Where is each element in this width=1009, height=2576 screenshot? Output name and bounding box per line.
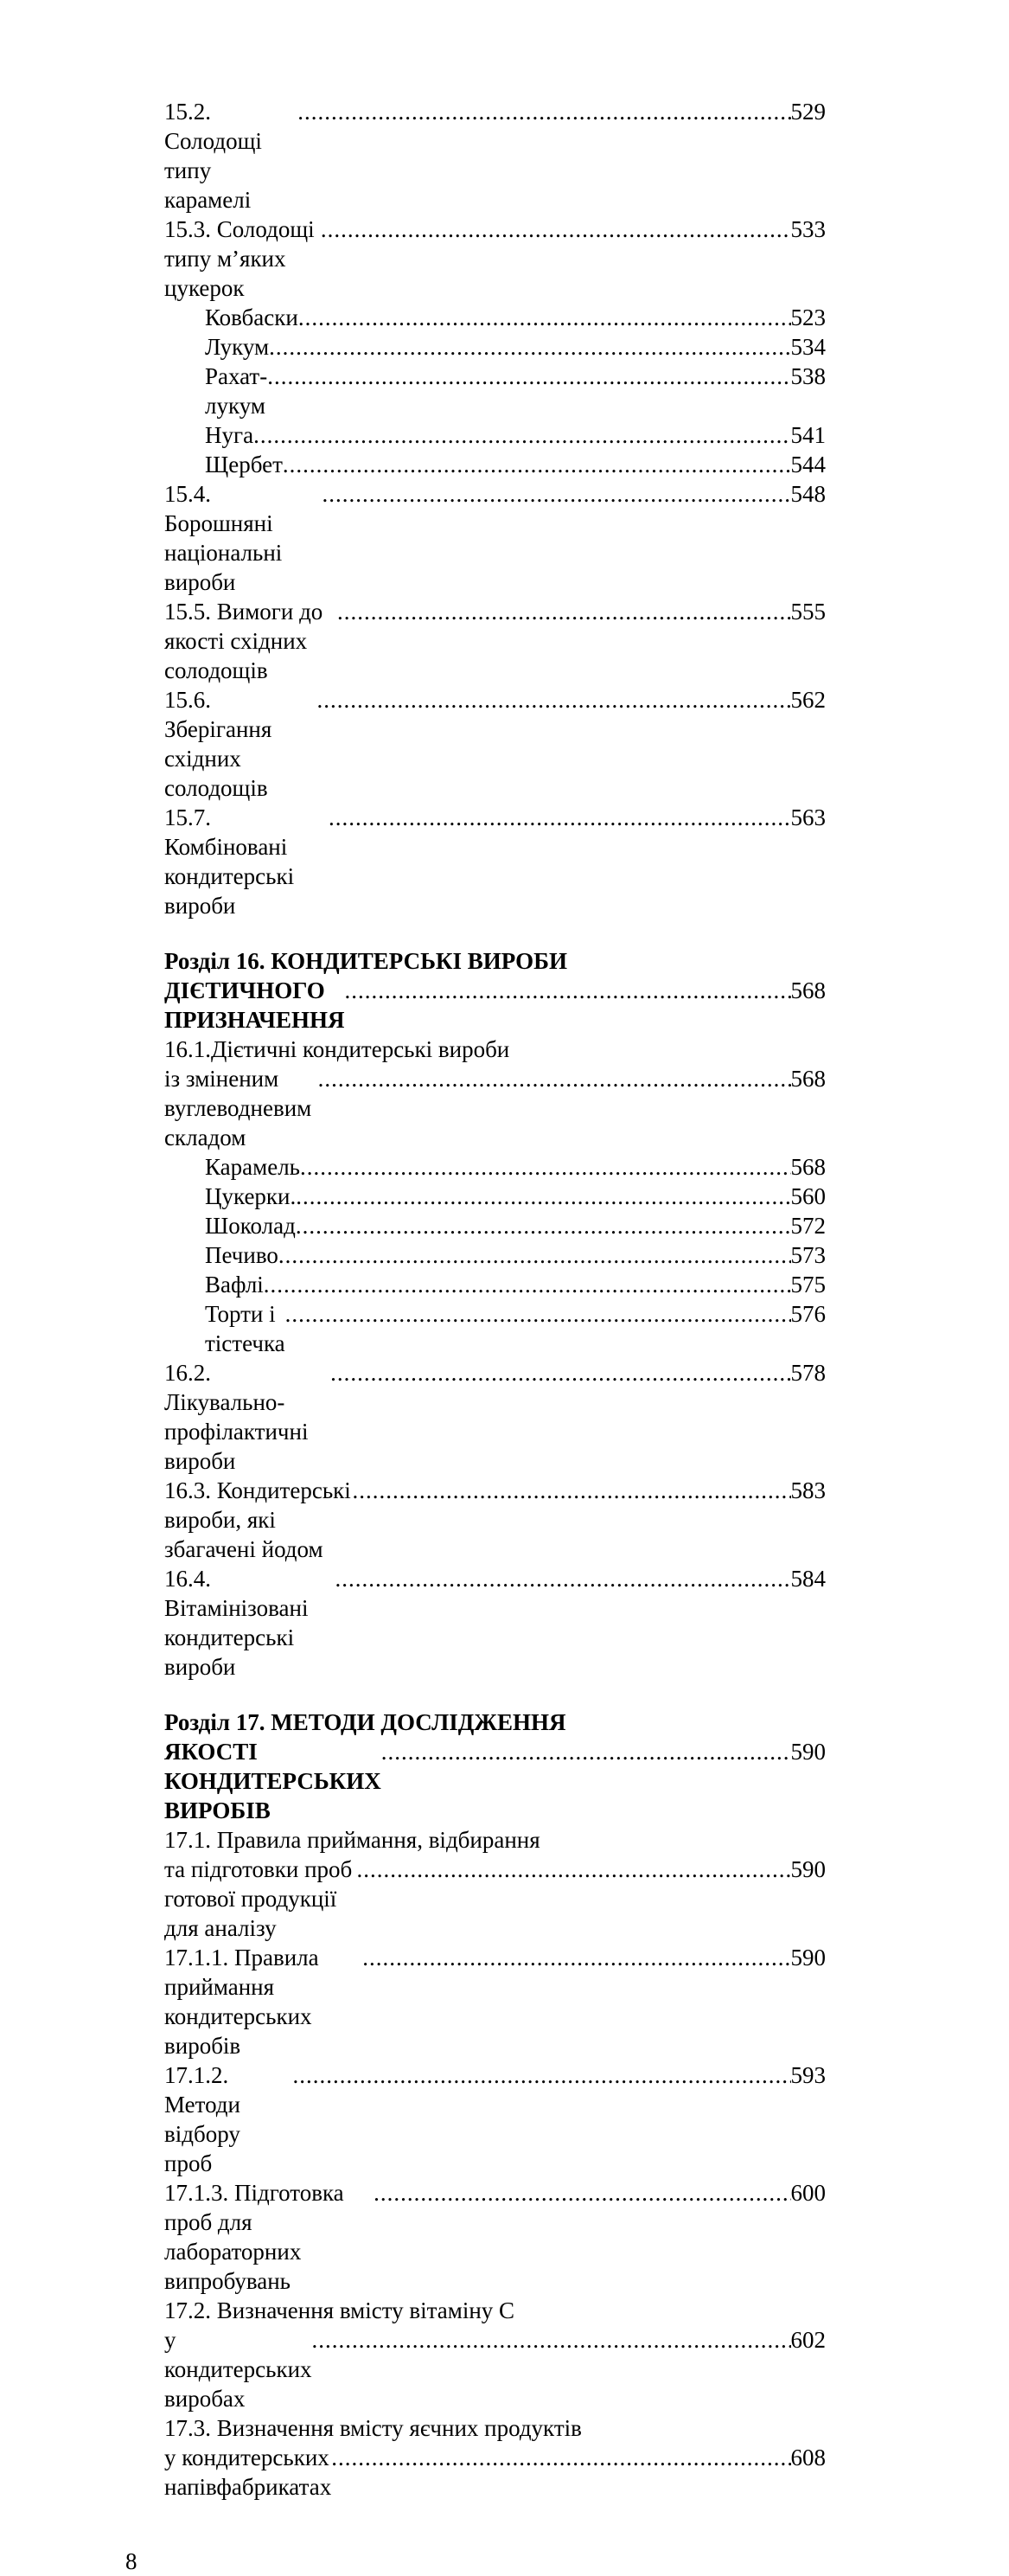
toc-entry-line: [205, 1211, 826, 1240]
toc-entry: [164, 450, 826, 479]
table-of-contents: [164, 97, 826, 2502]
toc-entry-title: ДІЄТИЧНОГО ПРИЗНАЧЕННЯ: [164, 977, 345, 1033]
toc-entry-page-number: 575: [790, 1272, 826, 1298]
toc-entry-title: Шоколад: [205, 1213, 296, 1239]
toc-entry-line: [164, 1064, 826, 1152]
leader-dots: [300, 1152, 791, 1182]
leader-dots: [337, 597, 791, 626]
toc-entry-line: [164, 1564, 826, 1682]
leader-dots: [318, 1064, 791, 1093]
toc-entry-line: [164, 1943, 826, 2060]
toc-entry-title: 16.2. Лікувально-профілактичні вироби: [164, 1360, 315, 1474]
toc-entry-page-number: 578: [790, 1360, 826, 1386]
toc-entry-page-number: 544: [790, 452, 826, 477]
toc-entry-page-number: 568: [790, 977, 826, 1003]
leader-dots: [296, 1182, 790, 1211]
toc-entry-page-number: 560: [790, 1183, 826, 1209]
toc-entry-title: Розділ 16. КОНДИТЕРСЬКІ ВИРОБИ: [164, 948, 567, 974]
toc-entry-line: [164, 2296, 826, 2325]
toc-entry-page-number: 593: [790, 2062, 826, 2088]
leader-dots: [381, 1737, 791, 1766]
toc-entry: [164, 479, 826, 597]
leader-dots: [362, 1943, 790, 1972]
leader-dots: [329, 803, 791, 832]
toc-entry-line: [205, 450, 826, 479]
toc-entry-title: ЯКОСТІ КОНДИТЕРСЬКИХ ВИРОБІВ: [164, 1739, 387, 1823]
toc-entry: [164, 1943, 826, 2060]
toc-entry: [164, 362, 826, 420]
toc-entry-page-number: 590: [790, 1856, 826, 1882]
toc-entry-line: [205, 1299, 826, 1358]
toc-entry-line: [164, 803, 826, 920]
leader-dots: [292, 2060, 790, 2090]
toc-entry-title: Печиво: [205, 1242, 278, 1268]
leader-dots: [283, 450, 791, 479]
toc-entry-page-number: 548: [790, 481, 826, 507]
toc-entry-page-number: 523: [790, 304, 826, 330]
toc-entry-page-number: 576: [790, 1301, 826, 1327]
toc-entry: [164, 1152, 826, 1182]
toc-entry-title: Карамель: [205, 1154, 300, 1180]
leader-dots: [330, 1358, 790, 1387]
toc-entry-title: 16.3. Кондитерські вироби, які збагачені йодом: [164, 1477, 357, 1562]
toc-entry: [164, 1270, 826, 1299]
toc-entry-title: Вафлі: [205, 1272, 264, 1298]
toc-entry-line: [164, 1476, 826, 1564]
toc-entry-page-number: 533: [790, 216, 826, 242]
toc-entry: [164, 1299, 826, 1358]
toc-entry: [164, 2178, 826, 2296]
leader-dots: [264, 1270, 791, 1299]
toc-entry-page-number: 600: [790, 2180, 826, 2206]
toc-entry-title: 15.4. Борошняні національні вироби: [164, 481, 294, 595]
toc-entry-line: [205, 362, 826, 420]
toc-entry-title: 17.2. Визначення вмісту вітаміну С: [164, 2297, 515, 2323]
leader-dots: [298, 303, 791, 332]
toc-entry-page-number: 563: [790, 804, 826, 830]
toc-entry: [164, 1358, 826, 1476]
toc-entry-page-number: 538: [790, 363, 826, 389]
toc-entry-line: [164, 1358, 826, 1476]
leader-dots: [296, 1211, 791, 1240]
toc-entry-line: [164, 479, 826, 597]
toc-entry: [164, 303, 826, 332]
toc-entry-title: у кондитерських виробах: [164, 2327, 318, 2412]
toc-entry-page-number: 562: [790, 687, 826, 713]
toc-entry-line: [164, 2325, 826, 2413]
toc-entry-title: Щербет: [205, 452, 283, 477]
toc-entry: [164, 2413, 826, 2502]
toc-entry-title: Нуга: [205, 422, 254, 448]
toc-entry-title: із зміненим вуглеводневим складом: [164, 1066, 317, 1150]
toc-entry: [164, 2060, 826, 2178]
toc-entry-title: Цукерки.: [205, 1183, 302, 1209]
toc-entry-title: 15.5. Вимоги до якості східних солодощів: [164, 599, 329, 683]
toc-entry-title: 17.3. Визначення вмісту яєчних продуктів: [164, 2415, 582, 2441]
toc-entry-title: 15.6. Зберігання східних солодощів: [164, 687, 278, 801]
toc-entry-title: 16.4. Вітамінізовані кондитерські вироби: [164, 1566, 315, 1680]
toc-section-heading: [164, 946, 826, 1035]
toc-entry: [164, 2296, 826, 2413]
leader-dots: [352, 1476, 790, 1505]
toc-entry: [164, 97, 826, 215]
toc-entry-line: [164, 1035, 826, 1064]
toc-entry-title: 16.1.Дієтичні кондитерські вироби: [164, 1036, 510, 1062]
toc-entry-title: Торти і тістечка: [205, 1301, 285, 1356]
toc-entry-line: [164, 1708, 826, 1737]
toc-entry-line: [205, 420, 826, 450]
toc-entry-line: [164, 597, 826, 685]
toc-entry-title: 17.1.3. Підготовка проб для лабораторних випробувань: [164, 2180, 350, 2294]
toc-entry-page-number: 568: [790, 1066, 826, 1092]
toc-entry-title: 15.3. Солодощі типу м’яких цукерок: [164, 216, 321, 301]
leader-dots: [297, 97, 790, 126]
toc-entry: [164, 1564, 826, 1682]
toc-entry-title: та підготовки проб готової продукції для аналізу: [164, 1856, 359, 1941]
toc-entry-page-number: 608: [790, 2445, 826, 2470]
toc-entry-title: Ковбаски: [205, 304, 298, 330]
leader-dots: [269, 332, 790, 362]
leader-dots: [321, 215, 791, 244]
toc-entry: [164, 1211, 826, 1240]
toc-entry-title: 15.2. Солодощі типу карамелі: [164, 99, 268, 213]
toc-entry-line: [164, 976, 826, 1035]
leader-dots: [312, 2325, 791, 2355]
toc-entry: [164, 1240, 826, 1270]
toc-entry-title: 17.1. Правила приймання, відбирання: [164, 1827, 540, 1853]
leader-dots: [322, 479, 790, 509]
toc-entry-line: [205, 1240, 826, 1270]
toc-entry: [164, 332, 826, 362]
leader-dots: [335, 1564, 790, 1593]
toc-section-heading: [164, 1708, 826, 1825]
toc-entry: [164, 803, 826, 920]
toc-entry-line: [205, 1270, 826, 1299]
toc-entry-title: Розділ 17. МЕТОДИ ДОСЛІДЖЕННЯ: [164, 1709, 566, 1735]
toc-entry-line: [164, 2443, 826, 2502]
toc-entry: [164, 1825, 826, 1943]
toc-entry-line: [164, 1855, 826, 1943]
toc-entry-line: [164, 946, 826, 976]
toc-entry-page-number: 568: [790, 1154, 826, 1180]
toc-entry-page-number: 602: [790, 2327, 826, 2353]
page-number: 8: [125, 2548, 137, 2574]
toc-entry-line: [205, 332, 826, 362]
leader-dots: [285, 1299, 791, 1329]
leader-dots: [344, 976, 790, 1005]
toc-entry-title: у кондитерських напівфабрикатах: [164, 2445, 335, 2500]
toc-entry-line: [164, 1737, 826, 1825]
toc-entry: [164, 1476, 826, 1564]
toc-entry: [164, 1182, 826, 1211]
toc-entry-page-number: 555: [790, 599, 826, 625]
toc-entry: [164, 215, 826, 303]
toc-entry-line: [164, 2413, 826, 2443]
toc-entry-line: [164, 685, 826, 803]
toc-entry-line: [205, 1152, 826, 1182]
toc-entry: [164, 420, 826, 450]
toc-entry-title: Рахат-лукум: [205, 363, 268, 419]
toc-entry: [164, 597, 826, 685]
leader-dots: [317, 685, 791, 714]
toc-entry-page-number: 572: [790, 1213, 826, 1239]
leader-dots: [278, 1240, 791, 1270]
leader-dots: [374, 2178, 790, 2208]
leader-dots: [356, 1855, 790, 1884]
toc-entry: [164, 685, 826, 803]
toc-entry-page-number: 529: [790, 99, 826, 125]
toc-entry-line: [164, 97, 826, 215]
toc-entry-page-number: 541: [790, 422, 826, 448]
toc-entry-title: 17.1.1. Правила приймання кондитерських виробів: [164, 1945, 325, 2059]
toc-entry-line: [164, 215, 826, 303]
toc-entry-title: 17.1.2. Методи відбору проб: [164, 2062, 246, 2176]
toc-entry-page-number: 534: [790, 334, 826, 360]
toc-entry-page-number: 583: [790, 1477, 826, 1503]
toc-entry-line: [164, 2060, 826, 2178]
toc-entry-line: [164, 1825, 826, 1855]
toc-entry-line: [205, 303, 826, 332]
leader-dots: [267, 362, 790, 391]
toc-entry-line: [164, 2178, 826, 2296]
leader-dots: [331, 2443, 790, 2472]
toc-entry-page-number: 590: [790, 1739, 826, 1765]
toc-entry-page-number: 590: [790, 1945, 826, 1970]
toc-entry: [164, 1035, 826, 1152]
toc-entry-title: 15.7. Комбіновані кондитерські вироби: [164, 804, 300, 919]
toc-entry-page-number: 573: [790, 1242, 826, 1268]
toc-entry-line: [205, 1182, 826, 1211]
leader-dots: [253, 420, 790, 450]
toc-entry-page-number: 584: [790, 1566, 826, 1592]
toc-entry-title: Лукум: [205, 334, 270, 360]
